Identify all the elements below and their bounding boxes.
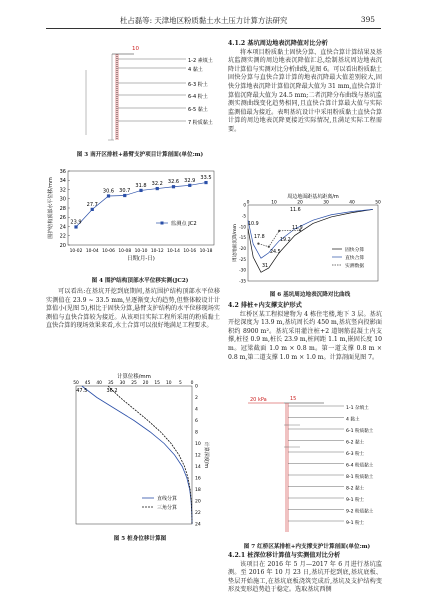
fig5-xtick-label: 45 xyxy=(84,381,91,386)
running-header xyxy=(0,12,427,26)
fig7-layer-label: 6-4 粉质黏土 xyxy=(346,463,374,469)
fig6-ytick-label: -20 xyxy=(239,246,246,252)
fig7-layer-label: 9-2 粉质黏土 xyxy=(346,509,374,515)
fig4-ytick-label: 20 xyxy=(59,242,66,249)
fig4-data-label: 32.2 xyxy=(151,181,163,188)
fig5-ytick-label: 16 xyxy=(195,476,201,482)
fig3-layer-label: 4 黏土 xyxy=(188,67,203,73)
fig4-data-label: 31.8 xyxy=(135,182,147,189)
fig6-data-label: 17.8 xyxy=(254,235,265,240)
section-4-1-2-title: 4.1.2 基坑周边地表沉降值对比分析 xyxy=(228,40,328,47)
fig6-xaxis-title: 周边地面距基坑距离/m xyxy=(287,194,339,200)
fig7-layer-label: 9-1 粉土 xyxy=(346,498,365,503)
fig7-layer-label: 9-1 粉土 xyxy=(346,521,365,526)
fig7-layer-label: 6-1 粉质黏土 xyxy=(346,429,374,434)
fig5-xtick-label: 10 xyxy=(166,381,172,386)
fig3-layer-label: 7 粉质黏土 xyxy=(188,120,213,126)
fig4-data-label: 30.6 xyxy=(102,188,115,195)
fig7-layer-label: 1-1 杂填土 xyxy=(346,406,369,411)
fig6-ytick-label: -30 xyxy=(239,267,246,273)
fig5-ytick-label: 12 xyxy=(195,453,201,459)
section-4-2-body: 红桥区某工程拟建物为 4 栋住宅楼,地下 3 层。基坑开挖深度为 13.9 m,基坑周长约 450 m,基坑竖向投影面积约 8900 m²。基坑采用灌注桩+2 道钢筋混凝土内支撑,桩径 0.9 m,桩长 23.9 m,桩间距 1.1 m,嵌固长度 10 m。冠梁截面 1.0 m × 0.8 m。第一道支撑 0.8 m × 0.8 m,第二道支撑 1.0 m × 1.0 m。计算剖面见图 7。 xyxy=(228,310,382,361)
fig6-data-label: 19.2 xyxy=(280,238,291,243)
right-text-block-3 xyxy=(228,552,382,595)
fig4-xtick-label: 10-18 xyxy=(199,249,213,254)
fig6-xtick-label: 20 xyxy=(297,200,303,206)
fig5-xtick-label: 25 xyxy=(131,381,137,386)
fig6-ytick-label: -15 xyxy=(239,235,246,241)
fig6-yaxis-title: 周边地面沉降/mm xyxy=(233,223,238,263)
fig4-ylabel: 围护结构顶部水平位移/mm xyxy=(48,177,54,239)
fig7-layer-label: 8-1 粉质黏土 xyxy=(346,475,374,480)
fig4-data-label: 33.5 xyxy=(200,175,212,182)
fig4-point xyxy=(204,181,207,184)
figure-7-caption: 图 7 红桥区某排桩+内支撑支护计算剖面(单位:m) xyxy=(243,544,371,550)
fig6-ytick-label: -10 xyxy=(239,224,246,230)
figure-5-caption: 图 5 桩身位移计算图 xyxy=(113,536,167,542)
fig5-ytick-label: 14 xyxy=(195,465,201,471)
section-4-2-1-title: 4.2.1 桩深位移计算值与实测值对比分析 xyxy=(228,552,341,559)
fig6-data-label: 11.6 xyxy=(290,208,301,213)
fig5-legend-label-b: 三角分算 xyxy=(157,505,178,511)
fig5-ytick-label: 2 xyxy=(195,396,198,402)
fig4-xlabel: 日期(月-日) xyxy=(127,256,155,262)
fig4-point xyxy=(188,184,191,187)
fig7-load-label: 20 kPa xyxy=(250,397,267,403)
fig5-xtick-label: 50 xyxy=(73,381,79,386)
fig4-data-label: 27.7 xyxy=(86,201,98,208)
fig5-xaxis-title: 计算位移/mm xyxy=(117,374,151,380)
fig4-point xyxy=(123,194,126,197)
fig5-ytick-label: 22 xyxy=(195,511,201,517)
fig5-ytick-label: 6 xyxy=(195,419,198,425)
fig3-top-label: 10 xyxy=(132,46,139,52)
fig6-xtick-label: 10 xyxy=(271,200,277,206)
fig4-data-label: 23.9 xyxy=(70,219,82,226)
fig4-ytick-label: 28 xyxy=(59,205,66,212)
figure-7-profile xyxy=(244,395,384,537)
fig6-data-label: 31 xyxy=(262,264,269,269)
fig4-ytick-label: 34 xyxy=(59,178,66,185)
fig6-xtick-label: 40 xyxy=(349,200,355,206)
section-4-2-1-body: 该项目在 2016 年 5 月—2017 年 6 月进行基坑监测。至 2016 年 10 月 23 日,基坑开挖到底,基坑底板、垫层开始施工,在基坑底板浇筑完成后,基坑及支护结构变形及变形趋势趋于稳定。选取基坑西侧 xyxy=(228,560,382,594)
fig4-xtick-label: 10-12 xyxy=(150,249,164,254)
fig4-ytick-label: 22 xyxy=(59,233,66,240)
fig5-ytick-label: 4 xyxy=(195,407,198,413)
fig7-layer-lines xyxy=(288,404,374,526)
right-text-block-1 xyxy=(228,40,382,135)
fig7-layer-label: 8-2 黏土 xyxy=(346,486,365,492)
figure-4-chart xyxy=(44,163,224,273)
fig6-point xyxy=(278,230,280,232)
fig3-layer-label: 1-2 素填土 xyxy=(188,58,213,64)
fig7-layer-label: 6-2 黏土 xyxy=(346,440,365,446)
fig4-data-label: 32.6 xyxy=(167,179,180,186)
fig4-xtick-label: 10-04 xyxy=(85,249,99,254)
fig4-xtick-label: 10-02 xyxy=(69,249,83,254)
fig6-plot-frame xyxy=(248,205,378,281)
fig5-series-line xyxy=(108,386,192,524)
fig6-data-label: 24.5 xyxy=(270,250,281,255)
fig5-ytick-label: 18 xyxy=(195,488,201,494)
fig6-ytick-label: 0 xyxy=(243,202,246,208)
fig3-layer-lines xyxy=(118,57,213,126)
fig5-xtick-label: 15 xyxy=(154,381,160,386)
fig4-ytick-label: 32 xyxy=(59,187,66,194)
fig4-xtick-label: 10-10 xyxy=(134,249,148,254)
fig5-top-label: 47.5 xyxy=(76,388,88,394)
fig4-data-label: 32.9 xyxy=(184,177,196,184)
fig5-ytick-label: 24 xyxy=(195,522,201,528)
fig5-xtick-label: 20 xyxy=(142,381,149,386)
running-title: 杜占磊等: 天津地区粉质黏土水土压力计算方法研究 xyxy=(120,16,288,25)
fig4-xtick-label: 10-16 xyxy=(183,249,197,254)
fig6-ytick-label: -35 xyxy=(239,278,246,284)
section-4-1-2-body: 将本项目粉质黏土固快分算、直快合算计算结果及基坑监测实测的周边地表沉降值汇总,绘制基坑周边地表沉降计算值与实测对比分析曲线,见图 6。可以看出粉质黏土固快分算与直快合算计算的地表沉降最大值差别较大,固快分算地表沉降计算值沉降最大值为 31 mm,直快合算计算值沉降最大值为 24.5 mm;二者沉降分布曲线与基坑监测实测曲线变化趋势相同,且直快合算计算最大值与实际监测值最为接近。表明基坑设计中采用粉质黏土直快合算计算的周边地表沉降更接近实际情况,且满足实际工程需要。 xyxy=(228,48,383,133)
fig5-xtick-label: 5 xyxy=(179,381,182,386)
fig5-ytick-label: 0 xyxy=(195,384,198,390)
fig5-yaxis-title: 计算深度/m xyxy=(203,441,209,469)
fig4-point xyxy=(107,194,110,197)
fig5-top-label: 36.2 xyxy=(106,388,118,394)
page-number: 395 xyxy=(360,15,375,24)
fig6-data-label: 10.9 xyxy=(248,222,259,227)
fig5-series-line xyxy=(82,386,192,524)
right-text-block-2 xyxy=(228,302,382,362)
fig6-legend-label: 直快合算 xyxy=(345,255,365,261)
fig4-point xyxy=(139,189,142,192)
fig5-xtick-label: 0 xyxy=(190,381,194,386)
fig4-ytick-label: 24 xyxy=(59,224,66,231)
fig4-xtick-label: 10-08 xyxy=(118,249,132,254)
fig5-ytick-label: 8 xyxy=(195,430,198,436)
fig4-legend-label: 监测点 JC2 xyxy=(171,221,197,227)
fig4-legend-marker xyxy=(161,222,164,225)
fig4-point xyxy=(172,185,175,188)
fig5-ytick-label: 10 xyxy=(195,442,201,448)
figure-4-caption: 图 4 围护结构顶部水平位移实测(JC2) xyxy=(91,278,189,284)
fig5-xtick-label: 30 xyxy=(119,381,126,386)
fig3-layer-label: 6-4 粉土 xyxy=(188,94,208,100)
fig6-point xyxy=(268,246,270,248)
fig4-point xyxy=(156,187,159,190)
figure-6-caption: 图 6 基坑周边地表沉降对比曲线 xyxy=(269,292,351,298)
fig6-xtick-label: 0 xyxy=(246,200,250,206)
fig6-legend-label: 实测数据 xyxy=(345,263,365,269)
fig3-layer-label: 6-5 黏土 xyxy=(188,107,208,113)
fig5-xtick-label: 40 xyxy=(96,381,102,386)
fig4-ytick-label: 30 xyxy=(59,196,66,203)
fig6-legend-label: 固快分算 xyxy=(345,247,365,253)
fig5-xtick-label: 35 xyxy=(108,381,114,386)
fig6-xtick-label: 50 xyxy=(375,200,381,206)
header-rule xyxy=(46,28,381,29)
fig3-layer-label: 6-3 粉土 xyxy=(188,82,208,88)
fig7-layer-label: 6-3 粉土 xyxy=(346,452,365,457)
figure-3-caption: 图 3 南开区排桩+悬臂支护项目计算剖面(单位:m) xyxy=(76,152,204,158)
figure-6-chart xyxy=(232,193,382,285)
fig5-legend-label-a: 直线分算 xyxy=(157,496,178,502)
fig4-point xyxy=(74,225,77,228)
fig6-point xyxy=(257,243,259,245)
fig4-data-label: 30.7 xyxy=(119,188,131,195)
fig4-xtick-label: 10-14 xyxy=(167,249,180,254)
fig4-xtick-label: 10-06 xyxy=(102,249,115,254)
figure-3-profile xyxy=(74,40,234,145)
fig6-ytick-label: -5 xyxy=(241,213,246,219)
figure-5-chart xyxy=(64,372,214,532)
fig4-ytick-label: 36 xyxy=(59,168,66,175)
section-4-2-title: 4.2 排桩+内支撑支护形式 xyxy=(228,302,302,309)
fig6-ytick-label: -25 xyxy=(239,256,246,262)
fig4-point xyxy=(91,208,94,211)
fig6-xtick-label: 30 xyxy=(323,200,329,206)
fig7-top-label: 15 xyxy=(290,396,297,402)
left-paragraph: 可以看出:在基坑开挖到底期间,基坑围护结构顶部水平位移实测值在 23.9 ~ 33.5 mm,呈逐渐变大的趋势,但整体較设计计算值小(见图 5),相比于固快分算,悬臂支护结构的水平位移现场实测值与直快合算较为接近。从该项目实际工程所采用的粉质黏土直快合算的现场效果来看,水土合算可以很好地满足工程要求。 xyxy=(46,288,220,330)
fig6-data-label: 11.9 xyxy=(292,226,303,231)
fig5-ytick-label: 20 xyxy=(195,499,201,505)
fig7-layer-label: 4 黏土 xyxy=(346,417,360,423)
fig4-ytick-label: 26 xyxy=(59,215,66,222)
